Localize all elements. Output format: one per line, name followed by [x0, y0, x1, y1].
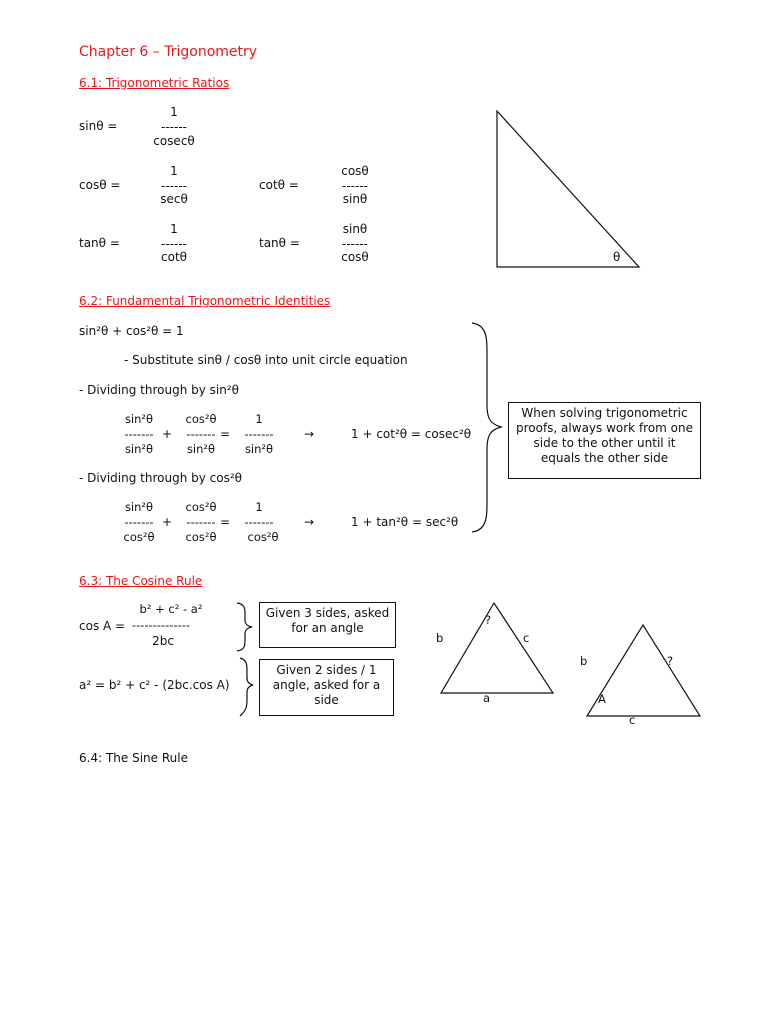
- sin-label: sinθ =: [79, 119, 118, 133]
- cos-fraction-line: ------: [161, 179, 187, 193]
- tri2-angle-A-label: A: [598, 692, 606, 706]
- chapter-title: Chapter 6 – Trigonometry: [79, 44, 258, 60]
- tri2-unknown-side-label: ?: [667, 654, 674, 668]
- eq2-plus: +: [162, 515, 173, 529]
- eq1-rhs-num: 1: [255, 412, 263, 426]
- tan-fraction-line-2: ------: [342, 237, 368, 251]
- cot-denominator: sinθ: [342, 192, 368, 206]
- cos-label: cosθ =: [79, 178, 121, 192]
- cot-numerator: cosθ: [341, 164, 369, 178]
- eq1-plus: +: [162, 427, 173, 441]
- eq2-rhs-den: cos²θ: [247, 530, 279, 544]
- right-triangle: [497, 111, 639, 267]
- curly-brace-small-1: [237, 603, 252, 651]
- eq2-term2-num: cos²θ: [185, 500, 217, 514]
- eq1-term1-line: -------: [124, 427, 154, 441]
- cos-denominator: secθ: [160, 192, 188, 206]
- given-3-sides-box: Given 3 sides, asked for an angle: [259, 602, 396, 648]
- eq2-arrow: →: [304, 515, 315, 529]
- eq1-arrow: →: [304, 427, 315, 441]
- eq2-equals: =: [220, 515, 231, 529]
- cosA-denominator: 2bc: [152, 634, 174, 648]
- eq2-term2-den: cos²θ: [185, 530, 217, 544]
- tri1-side-a-label: a: [483, 691, 491, 705]
- tri1-side-c-label: c: [523, 631, 530, 645]
- section-6-4-heading: 6.4: The Sine Rule: [79, 751, 188, 765]
- triangle-given-3-sides: [441, 603, 553, 693]
- eq2-term1-line: -------: [124, 515, 154, 529]
- section-6-3-heading: 6.3: The Cosine Rule: [79, 574, 203, 588]
- theta-angle-label: θ: [613, 250, 621, 264]
- tan-label-2: tanθ =: [259, 236, 300, 250]
- cot-fraction-line: ------: [342, 179, 368, 193]
- eq1-term2-den: sin²θ: [186, 442, 216, 456]
- tan-denominator-1: cotθ: [161, 250, 187, 264]
- eq1-result: 1 + cot²θ = cosec²θ: [351, 427, 472, 441]
- tri1-side-b-label: b: [436, 631, 444, 645]
- divide-by-cos-note: - Dividing through by cos²θ: [79, 471, 242, 485]
- cot-label: cotθ =: [259, 178, 299, 192]
- cosA-fraction-line: --------------: [131, 618, 191, 632]
- eq1-term1-den: sin²θ: [124, 442, 154, 456]
- eq1-rhs-den: sin²θ: [244, 442, 274, 456]
- cosA-label: cos A =: [79, 619, 126, 633]
- eq1-rhs-line: -------: [244, 427, 274, 441]
- tan-denominator-2: cosθ: [341, 250, 369, 264]
- tri2-side-c-label: c: [629, 713, 636, 727]
- eq2-term2-line: -------: [186, 515, 216, 529]
- section-6-2-heading: 6.2: Fundamental Trigonometric Identities: [79, 294, 331, 308]
- section-6-1-heading: 6.1: Trigonometric Ratios: [79, 76, 230, 90]
- sin-denominator: cosecθ: [153, 134, 195, 148]
- substitute-note: - Substitute sinθ / cosθ into unit circle equation: [124, 353, 408, 367]
- proof-tip-box: When solving trigonometric proofs, always work from one side to the other until it equals the other side: [508, 402, 701, 479]
- a-squared-formula: a² = b² + c² - (2bc.cos A): [79, 678, 230, 692]
- divide-by-sin-note: - Dividing through by sin²θ: [79, 383, 239, 397]
- tan-fraction-line-1: ------: [161, 237, 187, 251]
- eq2-rhs-num: 1: [255, 500, 263, 514]
- tan-numerator-1: 1: [170, 222, 178, 236]
- pythagorean-identity: sin²θ + cos²θ = 1: [79, 324, 184, 338]
- sin-numerator: 1: [170, 105, 178, 119]
- tan-label-1: tanθ =: [79, 236, 120, 250]
- curly-brace-small-2: [240, 658, 253, 716]
- eq2-rhs-line: -------: [244, 515, 274, 529]
- eq1-equals: =: [220, 427, 231, 441]
- tri2-side-b-label: b: [580, 654, 588, 668]
- tan-numerator-2: sinθ: [342, 222, 368, 236]
- eq2-term1-den: cos²θ: [123, 530, 155, 544]
- sin-fraction-line: ------: [161, 120, 187, 134]
- eq1-term2-line: -------: [186, 427, 216, 441]
- eq1-term1-num: sin²θ: [124, 412, 154, 426]
- eq2-term1-num: sin²θ: [124, 500, 154, 514]
- curly-brace-large: [472, 323, 501, 532]
- eq2-result: 1 + tan²θ = sec²θ: [351, 515, 459, 529]
- given-2-sides-box: Given 2 sides / 1 angle, asked for a side: [259, 659, 394, 716]
- eq1-term2-num: cos²θ: [185, 412, 217, 426]
- cosA-numerator: b² + c² - a²: [139, 602, 203, 616]
- tri1-unknown-angle-label: ?: [485, 613, 492, 627]
- cos-numerator: 1: [170, 164, 178, 178]
